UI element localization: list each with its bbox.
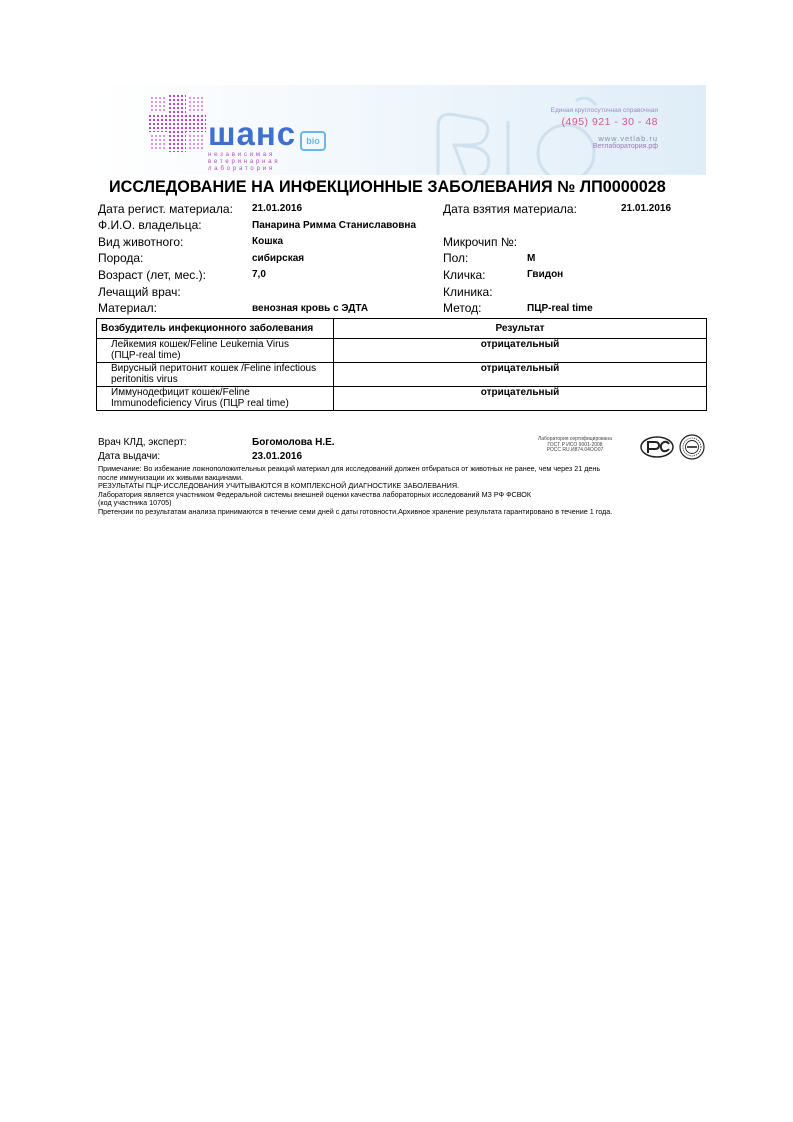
- result-cell: отрицательный: [334, 387, 707, 411]
- breed-value: сибирская: [252, 253, 305, 264]
- pathogen-cell: [97, 363, 334, 387]
- pet-name-value: Гвидон: [527, 269, 564, 280]
- owner-label: Ф.И.О. владельца:: [98, 218, 202, 232]
- sex-label: Пол:: [443, 251, 469, 265]
- certification-text: Лаборатория сертифицирована ГОСТ Р ИСО 9001-2008 РОСС RU.И874.04ОО07: [538, 436, 612, 454]
- expert-label: Врач КЛД, эксперт:: [98, 437, 187, 448]
- take-date-label: Дата взятия материала:: [443, 202, 577, 216]
- header-banner: [96, 85, 706, 175]
- table-row: [97, 339, 707, 363]
- expert-value: Богомолова Н.Е.: [252, 437, 335, 448]
- pathogen-cell: [97, 339, 334, 363]
- doctor-label: Лечащий врач:: [98, 285, 181, 299]
- header-pathogen: Возбудитель инфекционного заболевания: [97, 319, 334, 339]
- hotline-caption: Единая круглосуточная справочная: [550, 107, 658, 114]
- age-value: 7,0: [252, 269, 266, 280]
- material-value: венозная кровь с ЭДТА: [252, 303, 369, 314]
- breed-label: Порода:: [98, 251, 144, 265]
- species-label: Вид животного:: [98, 235, 184, 249]
- sex-value: М: [527, 253, 536, 264]
- pst-certification-icon: [640, 436, 674, 458]
- pathogen-cell: [97, 387, 334, 411]
- clinic-label: Клиника:: [443, 285, 493, 299]
- iso-certification-icon: [679, 434, 705, 460]
- lab-logo-cross-icon: [148, 94, 206, 152]
- result-cell: отрицательный: [334, 339, 707, 363]
- lab-logo-subtitle: независимая ветеринарная лаборатория: [208, 152, 281, 172]
- lab-logo-bio-badge: bio: [300, 131, 326, 151]
- owner-value: Панарина Римма Станиславовна: [252, 220, 417, 231]
- issue-date-label: Дата выдачи:: [98, 451, 161, 462]
- note-line: РЕЗУЛЬТАТЫ ПЦР-ИССЛЕДОВАНИЯ УЧИТЫВАЮТСЯ В КОМПЛЕКСНОЙ ДИАГНОСТИКЕ ЗАБОЛЕВАНИЯ.: [98, 481, 460, 491]
- issue-date-value: 23.01.2016: [252, 451, 303, 462]
- chip-label: Микрочип №:: [443, 235, 518, 249]
- header-result: Результат: [334, 319, 707, 339]
- table-row: [97, 363, 707, 387]
- hotline-phone: (495) 921 - 30 - 48: [561, 116, 658, 128]
- note-line: Лаборатория является участником Федеральной системы внешней оценки качества лабораторных исследований МЗ РФ ФСВОК: [98, 489, 532, 499]
- pet-name-label: Кличка:: [443, 268, 486, 282]
- result-cell: отрицательный: [334, 363, 707, 387]
- pathogen-name: Лейкемия кошек/Feline Leukemia Virus: [111, 339, 289, 350]
- note-line: после иммунизации их живыми вакцинами.: [98, 472, 243, 482]
- reg-date-label: Дата регист. материала:: [98, 202, 233, 216]
- website-link-rf[interactable]: Ветлаборатория.рф: [592, 143, 658, 150]
- note-line: Примечание: Во избежание ложноположительных реакций материал для исследований должен отбираться от животных не ранее, чем через 21 день: [98, 464, 601, 473]
- take-date-value: 21.01.2016: [621, 203, 672, 214]
- method-label: Метод:: [443, 301, 482, 315]
- pathogen-name: Вирусный перитонит кошек /Feline infectious: [111, 363, 317, 374]
- results-table: [96, 318, 707, 411]
- note-line: Претензии по результатам анализа принимаются в течение семи дней с даты готовности.Архивное хранение результата гарантировано в течение 1 года.: [98, 506, 613, 516]
- method-value: ПЦР-real time: [527, 303, 593, 314]
- age-label: Возраст (лет, мес.):: [98, 268, 206, 282]
- pathogen-name: Иммунодефицит кошек/Feline: [111, 387, 250, 398]
- lab-logo-wordmark: шанс: [208, 115, 297, 152]
- table-header-row: [97, 319, 707, 339]
- pathogen-detail: Immunodeficiency Virus (ПЦР real time): [111, 398, 289, 409]
- table-row: [97, 387, 707, 411]
- reg-date-value: 21.01.2016: [252, 203, 303, 214]
- pathogen-detail: (ПЦР-real time): [111, 350, 181, 361]
- species-value: Кошка: [252, 236, 284, 247]
- pathogen-detail: peritonitis virus: [111, 374, 178, 385]
- material-label: Материал:: [98, 301, 157, 315]
- document-title: ИССЛЕДОВАНИЕ НА ИНФЕКЦИОННЫЕ ЗАБОЛЕВАНИЯ № ЛП0000028: [109, 178, 666, 196]
- note-line: (код участника 10705): [98, 498, 172, 508]
- website-link[interactable]: www.vetlab.ru: [598, 134, 658, 143]
- footnotes: [98, 465, 710, 517]
